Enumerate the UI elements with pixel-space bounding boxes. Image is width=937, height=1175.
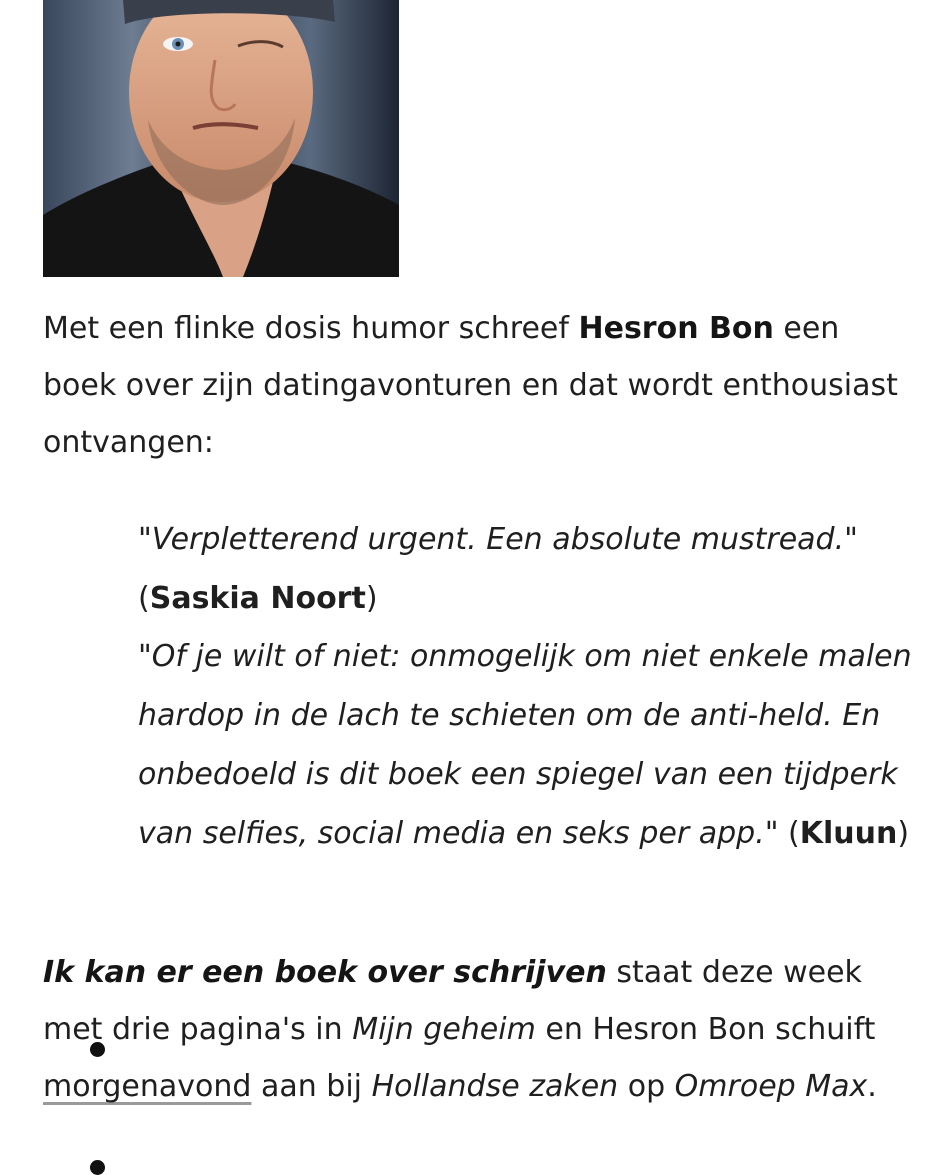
quote-2-open: ( (778, 816, 800, 851)
quote-1 (138, 510, 918, 628)
intro-text-before: Met een flinke dosis humor schreef (43, 311, 579, 346)
quote-1-text: "Verpletterend urgent. Een absolute mustread." (138, 522, 858, 557)
quote-1-close: ) (365, 581, 378, 616)
quote-1-source: Saskia Noort (149, 581, 366, 616)
closing-paragraph (43, 944, 903, 1115)
closing-text-4: op (618, 1069, 675, 1104)
quote-2-close: ) (897, 816, 910, 851)
author-name: Hesron Bon (578, 311, 774, 346)
book-title: Ik kan er een boek over schrijven (43, 955, 607, 990)
quote-2-text: "Of je wilt of niet: onmogelijk om niet enkele malen hardop in de lach te schieten om de anti-held. En onbedoeld is dit boek een spiegel van een tijdperk van selfies, social media en seks per app." (138, 639, 912, 851)
magazine-name: Mijn geheim (352, 1012, 536, 1047)
quote-1-open: ( (138, 581, 150, 616)
quote-2-source: Kluun (799, 816, 898, 851)
bullet-icon (90, 1160, 105, 1175)
author-photo (43, 0, 399, 277)
morgenavond-link[interactable]: morgenavond (43, 1069, 252, 1104)
closing-text-1: staat deze week met drie pagina's in (43, 955, 862, 1047)
show-name: Hollandse zaken (371, 1069, 619, 1104)
quote-2 (138, 627, 918, 863)
intro-paragraph (43, 300, 903, 471)
broadcaster-name: Omroep Max (674, 1069, 868, 1104)
intro-text-after: een boek over zijn datingavonturen en dat wordt enthousiast ontvangen: (43, 311, 898, 460)
closing-text-5: . (867, 1069, 877, 1104)
closing-text-3: aan bij (251, 1069, 372, 1104)
closing-text-2: en Hesron Bon schuift (535, 1012, 876, 1047)
